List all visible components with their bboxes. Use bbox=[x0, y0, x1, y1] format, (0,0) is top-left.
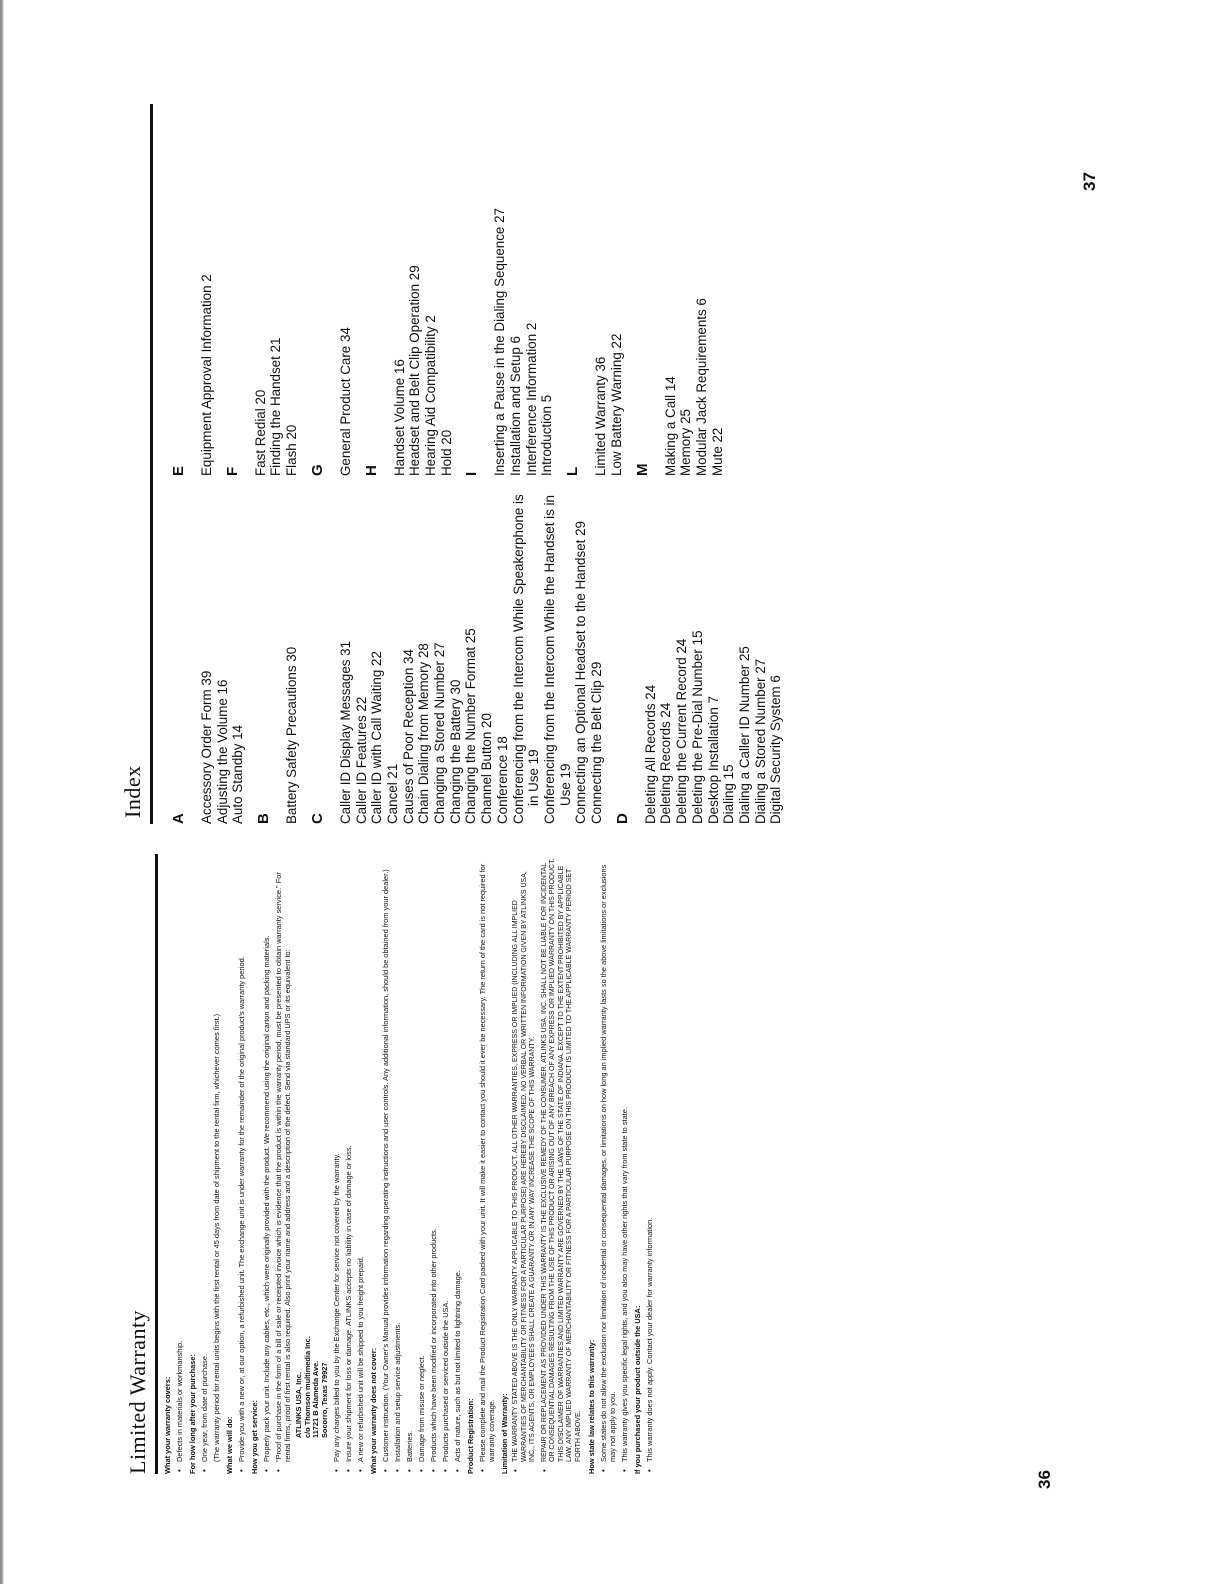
index-letter: B bbox=[255, 813, 273, 824]
index-entry: Causes of Poor Reception 34 bbox=[400, 649, 416, 824]
warranty-item: • Acts of nature, such as but not limited to lightning damage. bbox=[453, 854, 462, 1474]
warranty-item: • Insure your shipment for loss or damage. ATLINKS accepts no liability in case of damage or loss. bbox=[344, 854, 353, 1474]
warranty-item: • Please complete and mail the Product Registration Card packed with your unit. It will make it easier to contact you should it ever be necessary. The return of the card is not required for warranty coverage. bbox=[478, 854, 496, 1474]
index-entry: Limited Warranty 36 bbox=[593, 356, 609, 476]
index-entry: Changing the Battery 30 bbox=[447, 679, 463, 824]
index-entry: Inserting a Pause in the Dialing Sequence 27 bbox=[492, 208, 508, 476]
index-entry: Conferencing from the Intercom While Speakerphone is in Use 19 bbox=[510, 494, 542, 824]
index-entry: Interference Information 2 bbox=[523, 322, 539, 476]
scan-edge bbox=[0, 0, 12, 1584]
address-line: ATLINKS USA, Inc. bbox=[294, 1372, 303, 1438]
warranty-item: • Provide you with a new or, at our option, a refurbished unit. The exchange unit is under warranty for the remainder of the original product's warranty period. bbox=[237, 854, 246, 1474]
index-entry: Connecting an Optional Headset to the Handset 29 bbox=[573, 521, 589, 824]
warranty-item: • Defects in materials or workmanship. bbox=[175, 854, 184, 1474]
index-entry: Connecting the Belt Clip 29 bbox=[589, 661, 605, 824]
index-letter: G bbox=[308, 464, 326, 476]
index-column bbox=[161, 146, 784, 476]
index-page bbox=[120, 54, 1120, 824]
warranty-item: • This warranty gives you specific legal rights, and you also may have other rights that vary from state to state. bbox=[620, 854, 629, 1474]
warranty-item: • REPAIR OR REPLACEMENT AS PROVIDED UNDER THIS WARRANTY IS THE EXCLUSIVE REMEDY OF THE CONSUMER. ATLINKS USA, INC. SHALL NOT BE LIABLE FOR INCIDENTAL OR CONSEQUENTIAL DAMAGES RESULTING FROM THE USE OF THIS PRODUCT OR ARISING OUT OF ANY BREACH OF ANY EXPRESS OR IMPLIED WARRANTY ON THIS PRODUCT. THIS DISCLAIMER OF WARRANTIES AND LIMITED WARRANTY ARE GOVERNED BY THE LAWS OF THE STATE OF INDIANA. EXCEPT TO THE EXTENT PROHIBITED BY APPLICABLE LAW, ANY IMPLIED WARRANTY OF MERCHANTABILITY OR FITNESS FOR A PARTICULAR PURPOSE ON THIS PRODUCT IS LIMITED TO THE APPLICABLE WARRANTY PERIOD SET FORTH ABOVE. bbox=[541, 854, 584, 1474]
index-entry: Caller ID with Call Waiting 22 bbox=[369, 651, 385, 824]
page-number: 37 bbox=[1080, 172, 1099, 191]
index-entry: Deleting the Current Record 24 bbox=[674, 638, 690, 824]
index-letter: C bbox=[308, 813, 326, 824]
warranty-body bbox=[163, 854, 654, 1474]
warranty-item: • Products which have been modified or incorporated into other products. bbox=[429, 854, 438, 1474]
index-entry: Conferencing from the Intercom While the Handset is in Use 19 bbox=[541, 495, 573, 824]
address-line: c/o Thomson multimedia Inc. bbox=[302, 1336, 312, 1438]
index-entry: Auto Standby 14 bbox=[230, 724, 246, 824]
address-line: 11721 B Alameda Ave. bbox=[311, 1360, 320, 1438]
index-entry: Conference 18 bbox=[494, 736, 510, 824]
warranty-item: • Customer instruction. (Your Owner's Manual provides information regarding operating instructions and user controls. Any additional information, should be obtained from your dealer.) bbox=[381, 854, 390, 1474]
index-entry: Modular Jack Requirements 6 bbox=[693, 298, 709, 476]
exchange-address bbox=[295, 854, 329, 1474]
index-entry: Memory 25 bbox=[678, 409, 694, 476]
index-entry: Flash 20 bbox=[284, 424, 300, 476]
index-entry: General Product Care 34 bbox=[337, 327, 353, 476]
warranty-page bbox=[125, 854, 1125, 1474]
index-letter: D bbox=[613, 813, 631, 824]
section-heading: What your warranty does not cover: bbox=[369, 1347, 378, 1474]
page-title: Limited Warranty bbox=[125, 1309, 150, 1474]
section-heading: What we will do: bbox=[225, 1416, 234, 1474]
index-entry: Handset Volume 16 bbox=[391, 359, 407, 476]
index-entry: Hearing Aid Compatibility 2 bbox=[422, 315, 438, 476]
index-entry: Installation and Setup 6 bbox=[508, 336, 524, 476]
warranty-item: • Products purchased or serviced outside the USA. bbox=[441, 854, 450, 1474]
index-entry: Equipment Approval Information 2 bbox=[199, 274, 214, 476]
index-entry: Chain Dialing from Memory 28 bbox=[416, 643, 432, 824]
index-entry: Headset and Belt Clip Operation 29 bbox=[407, 265, 423, 476]
warranty-item: • Installation and setup service adjustments. bbox=[393, 854, 402, 1474]
index-entry: Digital Security System 6 bbox=[768, 675, 784, 824]
warranty-item: • A new or refurbished unit will be shipped to you freight prepaid. bbox=[356, 854, 365, 1474]
index-entry: Dialing a Stored Number 27 bbox=[752, 658, 768, 824]
index-entry: Accessory Order Form 39 bbox=[199, 670, 214, 824]
title-rule bbox=[150, 104, 153, 824]
warranty-note: (The warranty period for rental units begins with the first rental or 45 days from date of shipment to the rental firm, whichever comes first.) bbox=[212, 1013, 221, 1462]
index-entry: Battery Safety Precautions 30 bbox=[284, 646, 300, 824]
section-heading: How state law relates to this warranty: bbox=[587, 1339, 596, 1474]
section-heading: Product Registration: bbox=[466, 1398, 475, 1474]
index-columns bbox=[161, 54, 784, 824]
warranty-item: • Some states do not allow the exclusion nor limitation of incidental or consequential damages, or limitations on how long an implied warranty lasts so the above limitations or exclusions may not apply to you. bbox=[599, 854, 617, 1474]
warranty-item: • "Proof of purchase in the form of a bill of sale or receipted invoice which is evidence that the product is within the warranty period, must be presented to obtain warranty service." For rental firms, proof of first rental is also required. Also print your name and address and a description of the defect. Send via standard UPS or its equivalent to: bbox=[274, 854, 292, 1474]
section-heading: For how long after your purchase: bbox=[188, 1354, 197, 1474]
index-letter: H bbox=[362, 465, 380, 476]
index-entry: Channel Button 20 bbox=[479, 713, 495, 824]
index-column bbox=[161, 494, 784, 824]
index-letter: M bbox=[633, 463, 651, 476]
index-letter: I bbox=[463, 471, 481, 476]
index-entry: Deleting Records 24 bbox=[658, 702, 674, 824]
index-entry: Changing the Number Format 25 bbox=[463, 628, 479, 824]
index-entry: Mute 22 bbox=[709, 427, 725, 476]
index-entry: Making a Call 14 bbox=[662, 376, 678, 476]
title-rule bbox=[155, 854, 158, 1474]
index-entry: Introduction 5 bbox=[539, 394, 555, 476]
index-entry: Dialing a Caller ID Number 25 bbox=[736, 646, 752, 824]
section-heading: How you get service: bbox=[250, 1400, 259, 1474]
index-entry: Cancel 21 bbox=[384, 763, 400, 824]
index-entry: Adjusting the Volume 16 bbox=[214, 679, 230, 824]
warranty-item: • Damage from misuse or neglect. bbox=[417, 854, 426, 1474]
section-heading: Limitation of Warranty: bbox=[500, 1393, 509, 1474]
index-entry: Deleting All Records 24 bbox=[642, 684, 658, 824]
index-entry: Finding the Handset 21 bbox=[268, 337, 284, 476]
index-letter: E bbox=[170, 465, 187, 476]
warranty-item: • Batteries. bbox=[405, 854, 414, 1474]
index-entry: Caller ID Features 22 bbox=[353, 696, 369, 824]
index-letter: A bbox=[170, 813, 187, 824]
index-entry: Hold 20 bbox=[438, 429, 454, 476]
warranty-item: • One year, from date of purchase. bbox=[200, 854, 209, 1474]
index-entry: Caller ID Display Messages 31 bbox=[337, 640, 353, 824]
index-title: Index bbox=[120, 765, 145, 818]
index-entry: Desktop Installation 7 bbox=[705, 695, 721, 824]
index-entry: Dialing 15 bbox=[721, 764, 737, 824]
index-entry: Fast Redial 20 bbox=[252, 389, 268, 476]
index-letter: F bbox=[223, 466, 241, 476]
warranty-item: • This warranty does not apply. Contact your dealer for warranty information. bbox=[645, 854, 654, 1474]
index-entry: Changing a Stored Number 27 bbox=[432, 642, 448, 824]
index-entry: Low Battery Warning 22 bbox=[608, 333, 624, 476]
index-letter: L bbox=[564, 466, 582, 476]
section-heading: If you purchased your product outside the USA: bbox=[633, 1305, 642, 1474]
warranty-item: • Pay any charges billed to you by the Exchange Center for service not covered by the warranty. bbox=[332, 854, 341, 1474]
warranty-item: • THE WARRANTY STATED ABOVE IS THE ONLY WARRANTY APPLICABLE TO THIS PRODUCT. ALL OTHER WARRANTIES, EXPRESS OR IMPLIED (INCLUDING ALL IMPLIED WARRANTIES OF MERCHANTABILITY OR FITNESS FOR A PARTICULAR PURPOSE) ARE HEREBY DISCLAIMED. NO VERBAL OR WRITTEN INFORMATION GIVEN BY ATLINKS USA, INC., ITS AGENTS, OR EMPLOYEES SHALL CREATE A GUARANTY OR IN ANY WAY INCREASE THE SCOPE OF THIS WARRANTY. bbox=[512, 854, 538, 1474]
address-line: Socorro, Texas 79927 bbox=[319, 1362, 329, 1438]
warranty-item: • Properly pack your unit. Include any cables, etc., which were originally provided with the product. We recommend using the original carton and packing materials. bbox=[262, 854, 271, 1474]
index-entry: Deleting the Pre-Dial Number 15 bbox=[689, 630, 705, 824]
section-heading: What your warranty covers: bbox=[163, 1376, 172, 1474]
page-number: 36 bbox=[1035, 1470, 1054, 1489]
